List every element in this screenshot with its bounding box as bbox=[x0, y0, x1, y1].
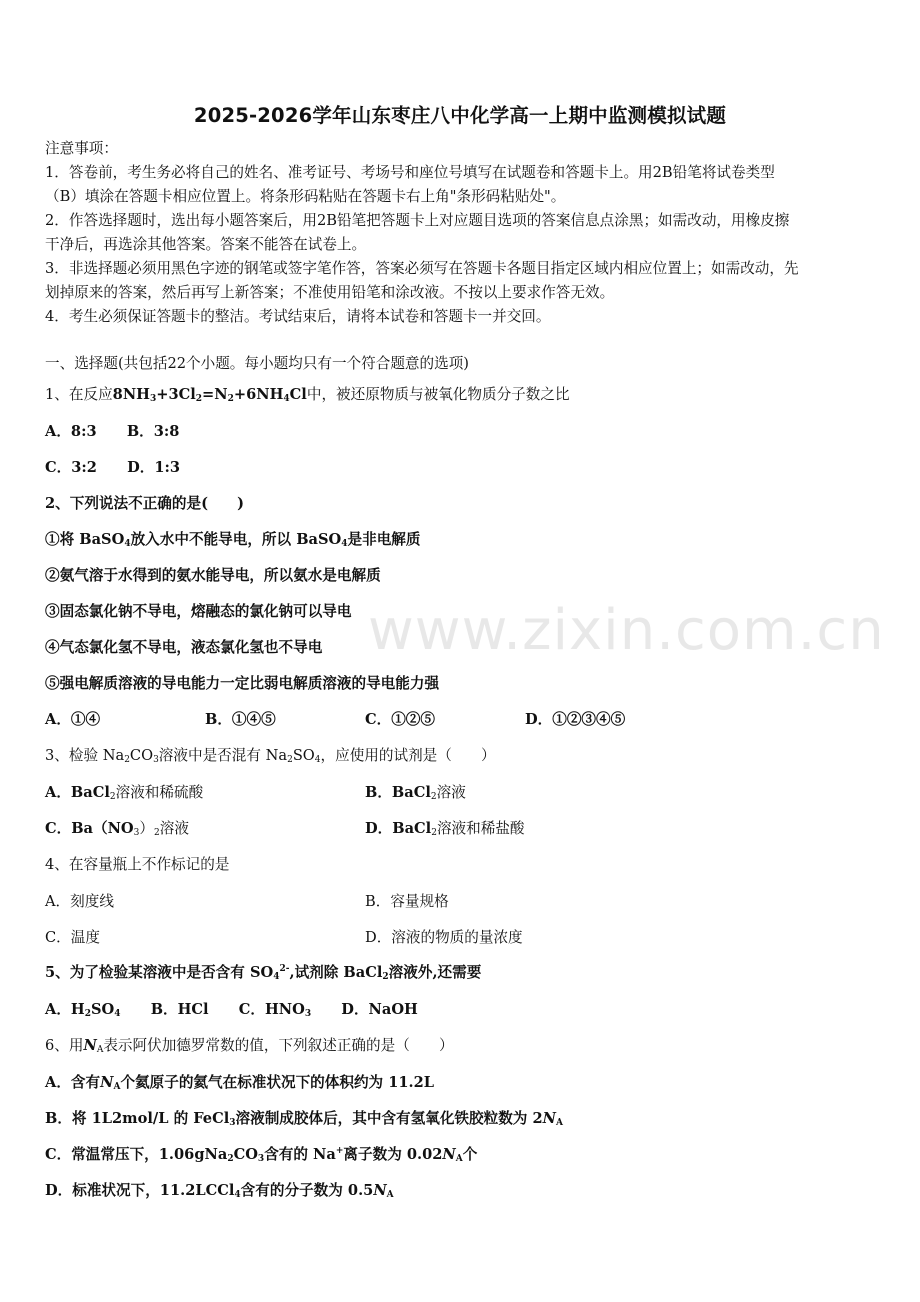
note-line: 1．答卷前，考生务必将自己的姓名、准考证号、考场号和座位号填写在试题卷和答题卡上。用2B铅笔将试卷类型 bbox=[45, 164, 775, 181]
option-a[interactable]: A．8:3 bbox=[45, 423, 97, 440]
option-c[interactable]: C．①②⑤ bbox=[365, 711, 435, 728]
watermark: www.zixin.com.cn bbox=[368, 598, 885, 663]
question-1-stem: 1、在反应$8NH_3+3Cl_2=N_2+6NH_4Cl$中，被还原物质与被氧化物质分子数之比 bbox=[45, 386, 570, 404]
note-line: 3．非选择题必须用黑色字迹的钢笔或签字笔作答，答案必须写在答题卡各题目指定区域内相应位置上；如需改动，先 bbox=[45, 260, 799, 277]
option-d[interactable]: D．溶液的物质的量浓度 bbox=[365, 929, 523, 946]
option-a[interactable]: A．BaCl$_2$溶液和稀硫酸 bbox=[45, 784, 204, 802]
question-5-stem: 5、为了检验某溶液中是否含有 $SO_4^{2-}$,试剂除 BaCl$_2$溶液外,还需要 bbox=[45, 964, 482, 982]
statement-2: ②氨气溶于水得到的氨水能导电，所以氨水是电解质 bbox=[45, 567, 381, 584]
note-line: （B）填涂在答题卡相应位置上。将条形码粘贴在答题卡右上角"条形码粘贴处"。 bbox=[45, 188, 566, 205]
option-b[interactable]: B．3:8 bbox=[126, 423, 180, 440]
option-a[interactable]: A．$H_2SO_4$ bbox=[45, 1001, 121, 1019]
question-4-stem: 4、在容量瓶上不作标记的是 bbox=[45, 856, 230, 873]
option-b[interactable]: B．HCl bbox=[150, 1001, 209, 1018]
statement-5: ⑤强电解质溶液的导电能力一定比弱电解质溶液的导电能力强 bbox=[45, 675, 440, 692]
page-title: 2025-2026学年山东枣庄八中化学高一上期中监测模拟试题 bbox=[193, 104, 727, 127]
option-a[interactable]: A．刻度线 bbox=[45, 893, 114, 910]
note-line: 划掉原来的答案，然后再写上新答案；不准使用铅笔和涂改液。不按以上要求作答无效。 bbox=[45, 284, 615, 301]
option-b[interactable]: B．BaCl$_2$溶液 bbox=[365, 784, 466, 802]
notes-heading: 注意事项： bbox=[45, 140, 118, 157]
option-b[interactable]: B．将 1L2mol/L 的 FeCl$_3$溶液制成胶体后，其中含有氢氧化铁胶粒数为 $2N_A$ bbox=[45, 1110, 563, 1128]
option-d[interactable]: D．标准状况下，11.2LCCl$_4$含有的分子数为 $0.5N_A$ bbox=[45, 1182, 394, 1200]
statement-4: ④气态氯化氢不导电，液态氯化氢也不导电 bbox=[45, 639, 323, 656]
option-c[interactable]: C．常温常压下，$1.06gNa_2CO_3$含有的 Na+离子数为 $0.02N_A$个 bbox=[45, 1146, 478, 1164]
option-b[interactable]: B．①④⑤ bbox=[205, 711, 276, 728]
question-3-stem: 3、检验 $Na_2CO_3$溶液中是否混有 $Na_2SO_4$，应使用的试剂是（ ） bbox=[45, 747, 496, 765]
option-c[interactable]: C．$Ba(NO_3)_2$溶液 bbox=[45, 820, 189, 838]
note-line: 2．作答选择题时，选出每小题答案后，用2B铅笔把答题卡上对应题目选项的答案信息点涂黑；如需改动，用橡皮擦 bbox=[45, 212, 790, 229]
question-1-options-ab bbox=[45, 423, 179, 441]
question-2-stem: 2、下列说法不正确的是( ) bbox=[45, 495, 245, 512]
question-5-options bbox=[45, 1001, 418, 1019]
section-heading: 一、选择题(共包括22个小题。每小题均只有一个符合题意的选项) bbox=[45, 355, 469, 372]
option-b[interactable]: B．容量规格 bbox=[365, 893, 449, 910]
option-c[interactable]: C．3:2 bbox=[45, 459, 97, 476]
note-line: 干净后，再选涂其他答案。答案不能答在试卷上。 bbox=[45, 236, 367, 253]
option-d[interactable]: D．BaCl$_2$溶液和稀盐酸 bbox=[365, 820, 525, 838]
question-1-options-cd bbox=[45, 459, 180, 477]
question-6-stem: 6、用$N_A$表示阿伏加德罗常数的值，下列叙述正确的是（ ） bbox=[45, 1037, 454, 1055]
option-d[interactable]: D．1:3 bbox=[127, 459, 181, 476]
option-c[interactable]: C．温度 bbox=[45, 929, 100, 946]
option-a[interactable]: A．含有$N_A$个氦原子的氦气在标准状况下的体积约为 11.2L bbox=[45, 1074, 435, 1092]
option-d[interactable]: D．NaOH bbox=[341, 1001, 418, 1018]
statement-3: ③固态氯化钠不导电，熔融态的氯化钠可以导电 bbox=[45, 603, 352, 620]
option-d[interactable]: D．①②③④⑤ bbox=[525, 711, 626, 728]
statement-1: ①将 BaSO$_4$放入水中不能导电，所以 BaSO$_4$是非电解质 bbox=[45, 531, 421, 549]
option-c[interactable]: C．$HNO_3$ bbox=[238, 1001, 312, 1019]
option-a[interactable]: A．①④ bbox=[45, 711, 101, 728]
note-line: 4．考生必须保证答题卡的整洁。考试结束后，请将本试卷和答题卡一并交回。 bbox=[45, 308, 551, 325]
